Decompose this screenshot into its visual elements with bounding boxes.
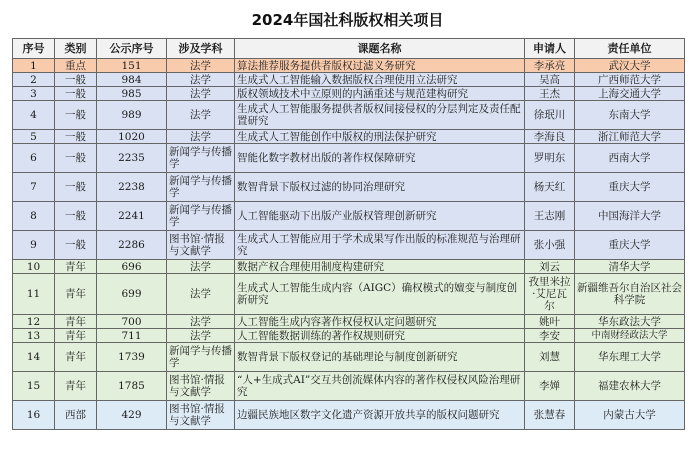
cell-no: 7	[13, 173, 55, 202]
cell-type: 青年	[55, 329, 97, 343]
projects-table	[12, 38, 685, 430]
cell-pub-no: 2241	[97, 202, 167, 231]
header-pub-no: 公示序号	[97, 39, 167, 59]
cell-no: 5	[13, 130, 55, 144]
cell-no: 2	[13, 73, 55, 87]
cell-applicant: 杨天红	[525, 173, 575, 202]
cell-applicant: 李承亮	[525, 59, 575, 73]
cell-topic: 生成式人工智能创作中版权的刑法保护研究	[235, 130, 525, 144]
cell-topic: 数据产权合理使用制度构建研究	[235, 260, 525, 274]
cell-unit: 中南财经政法大学	[575, 329, 685, 343]
cell-topic: 算法推荐服务提供者版权过滤义务研究	[235, 59, 525, 73]
cell-topic: 生成式人工智能输入数据版权合理使用立法研究	[235, 73, 525, 87]
table-row	[13, 87, 685, 101]
cell-applicant: 张慧春	[525, 401, 575, 430]
cell-type: 一般	[55, 87, 97, 101]
header-unit: 责任单位	[575, 39, 685, 59]
cell-subject: 新闻学与传播学	[167, 144, 235, 173]
cell-type: 一般	[55, 202, 97, 231]
cell-unit: 上海交通大学	[575, 87, 685, 101]
cell-topic: 人工智能驱动下出版产业版权管理创新研究	[235, 202, 525, 231]
cell-unit: 武汉大学	[575, 59, 685, 73]
cell-type: 重点	[55, 59, 97, 73]
cell-no: 15	[13, 372, 55, 401]
cell-pub-no: 1020	[97, 130, 167, 144]
cell-applicant: 吴高	[525, 73, 575, 87]
table-row	[13, 130, 685, 144]
page-title: 2024年国社科版权相关项目	[251, 10, 444, 29]
cell-applicant: 李海良	[525, 130, 575, 144]
header-no: 序号	[13, 39, 55, 59]
table-row	[13, 173, 685, 202]
cell-topic: 边疆民族地区数字文化遗产资源开放共享的版权问题研究	[235, 401, 525, 430]
cell-subject: 图书馆·情报与文献学	[167, 401, 235, 430]
cell-subject: 新闻学与传播学	[167, 343, 235, 372]
cell-subject: 法学	[167, 101, 235, 130]
table-row	[13, 329, 685, 343]
cell-type: 一般	[55, 130, 97, 144]
cell-no: 4	[13, 101, 55, 130]
cell-unit: 重庆大学	[575, 231, 685, 260]
cell-pub-no: 984	[97, 73, 167, 87]
cell-no: 14	[13, 343, 55, 372]
cell-topic: “人+生成式AI”交互共创流媒体内容的著作权侵权风险治理研究	[235, 372, 525, 401]
cell-applicant: 徐珉川	[525, 101, 575, 130]
cell-topic: 人工智能数据训练的著作权规则研究	[235, 329, 525, 343]
header-subject: 涉及学科	[167, 39, 235, 59]
table-row	[13, 315, 685, 329]
cell-subject: 图书馆·情报与文献学	[167, 231, 235, 260]
cell-unit: 内蒙古大学	[575, 401, 685, 430]
cell-pub-no: 989	[97, 101, 167, 130]
cell-type: 青年	[55, 343, 97, 372]
table-row	[13, 372, 685, 401]
cell-type: 一般	[55, 101, 97, 130]
cell-no: 6	[13, 144, 55, 173]
cell-applicant: 刘云	[525, 260, 575, 274]
cell-topic: 数智背景下版权登记的基础理论与制度创新研究	[235, 343, 525, 372]
table-row	[13, 343, 685, 372]
cell-subject: 法学	[167, 73, 235, 87]
table-row	[13, 73, 685, 87]
header-topic: 课题名称	[235, 39, 525, 59]
cell-unit: 福建农林大学	[575, 372, 685, 401]
cell-no: 3	[13, 87, 55, 101]
cell-unit: 浙江师范大学	[575, 130, 685, 144]
cell-unit: 中国海洋大学	[575, 202, 685, 231]
cell-subject: 法学	[167, 329, 235, 343]
cell-topic: 智能化数字教材出版的著作权保障研究	[235, 144, 525, 173]
cell-type: 青年	[55, 274, 97, 315]
table-row	[13, 59, 685, 73]
header-applicant: 申请人	[525, 39, 575, 59]
cell-subject: 法学	[167, 274, 235, 315]
cell-no: 13	[13, 329, 55, 343]
cell-no: 16	[13, 401, 55, 430]
cell-no: 9	[13, 231, 55, 260]
cell-topic: 生成式人工智能应用于学术成果写作出版的标准规范与治理研究	[235, 231, 525, 260]
cell-applicant: 王志刚	[525, 202, 575, 231]
cell-pub-no: 1739	[97, 343, 167, 372]
cell-type: 青年	[55, 260, 97, 274]
cell-subject: 法学	[167, 315, 235, 329]
cell-pub-no: 429	[97, 401, 167, 430]
cell-applicant: 王杰	[525, 87, 575, 101]
cell-subject: 新闻学与传播学	[167, 202, 235, 231]
table-row	[13, 101, 685, 130]
cell-pub-no: 711	[97, 329, 167, 343]
cell-pub-no: 699	[97, 274, 167, 315]
table-row	[13, 231, 685, 260]
cell-topic: 生成式人工智能生成内容（AIGC）确权模式的嬗变与制度创新研究	[235, 274, 525, 315]
cell-unit: 清华大学	[575, 260, 685, 274]
cell-pub-no: 2286	[97, 231, 167, 260]
cell-pub-no: 700	[97, 315, 167, 329]
cell-type: 青年	[55, 315, 97, 329]
cell-applicant: 姚叶	[525, 315, 575, 329]
header-type: 类别	[55, 39, 97, 59]
cell-applicant: 李婵	[525, 372, 575, 401]
cell-type: 西部	[55, 401, 97, 430]
cell-pub-no: 151	[97, 59, 167, 73]
cell-type: 一般	[55, 173, 97, 202]
cell-pub-no: 985	[97, 87, 167, 101]
cell-unit: 华东政法大学	[575, 315, 685, 329]
cell-subject: 法学	[167, 59, 235, 73]
cell-topic: 数智背景下版权过滤的协同治理研究	[235, 173, 525, 202]
cell-applicant: 李安	[525, 329, 575, 343]
cell-unit: 重庆大学	[575, 173, 685, 202]
cell-subject: 图书馆·情报与文献学	[167, 372, 235, 401]
cell-unit: 西南大学	[575, 144, 685, 173]
cell-topic: 版权领域技术中立原则的内涵重述与规范建构研究	[235, 87, 525, 101]
cell-no: 8	[13, 202, 55, 231]
cell-unit: 新疆维吾尔自治区社会科学院	[575, 274, 685, 315]
cell-subject: 法学	[167, 260, 235, 274]
cell-pub-no: 1785	[97, 372, 167, 401]
cell-type: 一般	[55, 73, 97, 87]
cell-applicant: 刘慧	[525, 343, 575, 372]
table-row	[13, 202, 685, 231]
cell-applicant: 孜里米拉·艾尼瓦尔	[525, 274, 575, 315]
cell-unit: 华东理工大学	[575, 343, 685, 372]
cell-type: 青年	[55, 372, 97, 401]
cell-unit: 东南大学	[575, 101, 685, 130]
cell-applicant: 罗明东	[525, 144, 575, 173]
cell-topic: 生成式人工智能服务提供者版权间接侵权的分层判定及责任配置研究	[235, 101, 525, 130]
cell-topic: 人工智能生成内容著作权侵权认定问题研究	[235, 315, 525, 329]
table-row	[13, 274, 685, 315]
cell-pub-no: 2238	[97, 173, 167, 202]
table-header-row	[13, 39, 685, 59]
table-row	[13, 144, 685, 173]
cell-type: 一般	[55, 231, 97, 260]
cell-no: 1	[13, 59, 55, 73]
cell-subject: 新闻学与传播学	[167, 173, 235, 202]
cell-applicant: 张小强	[525, 231, 575, 260]
table-row	[13, 260, 685, 274]
table-row	[13, 401, 685, 430]
cell-no: 11	[13, 274, 55, 315]
cell-subject: 法学	[167, 87, 235, 101]
cell-subject: 法学	[167, 130, 235, 144]
cell-type: 一般	[55, 144, 97, 173]
cell-pub-no: 696	[97, 260, 167, 274]
cell-unit: 广西师范大学	[575, 73, 685, 87]
cell-no: 12	[13, 315, 55, 329]
cell-no: 10	[13, 260, 55, 274]
cell-pub-no: 2235	[97, 144, 167, 173]
